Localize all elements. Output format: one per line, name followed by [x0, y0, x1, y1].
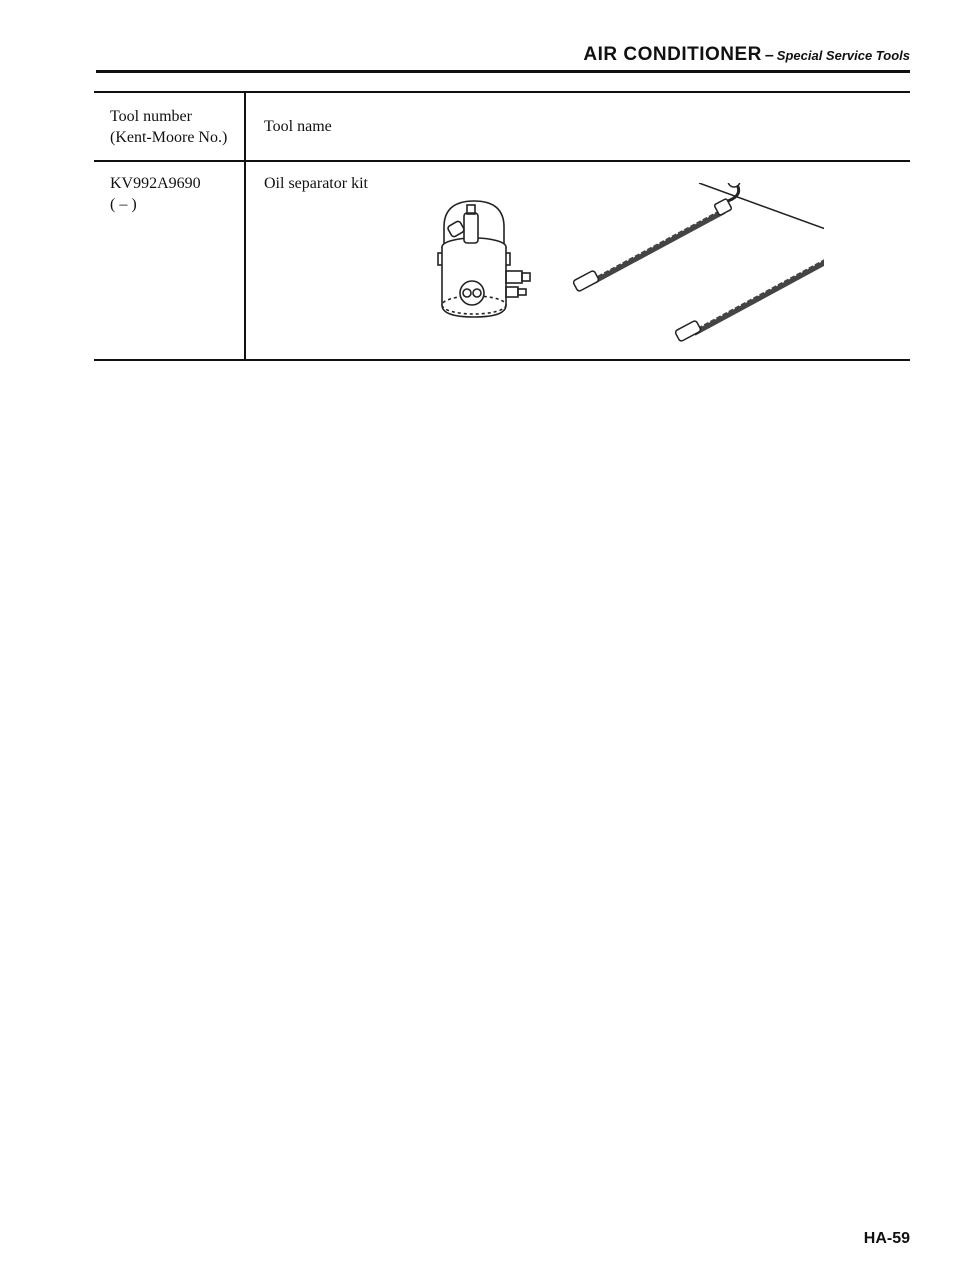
- column-header-tool-number-line1: Tool number: [110, 108, 192, 125]
- tool-name-value: Oil separator kit: [264, 175, 368, 192]
- tool-number-value: KV992A9690: [110, 175, 201, 192]
- oil-separator-canister-icon: [438, 201, 530, 317]
- charging-hose-icon: [573, 183, 740, 292]
- kent-moore-number-value: ( – ): [110, 196, 137, 213]
- page-number: HA-59: [863, 1230, 910, 1247]
- page-title: [583, 44, 910, 66]
- title-separator: –: [764, 47, 774, 64]
- section-subtitle: Special Service Tools: [776, 48, 910, 63]
- page-header: [96, 40, 910, 73]
- column-header-tool-number-line2: (Kent-Moore No.): [110, 129, 228, 146]
- column-header-tool-number: [110, 106, 227, 148]
- charging-hose-icon: [675, 183, 824, 342]
- section-title: AIR CONDITIONER: [583, 44, 762, 65]
- special-service-tools-table: [94, 91, 910, 361]
- table-row-tool-number: [110, 173, 201, 215]
- column-header-tool-name: Tool name: [264, 118, 332, 135]
- column-divider: [244, 93, 246, 359]
- header-row-divider: [94, 160, 910, 162]
- oil-separator-kit-illustration: [424, 183, 824, 353]
